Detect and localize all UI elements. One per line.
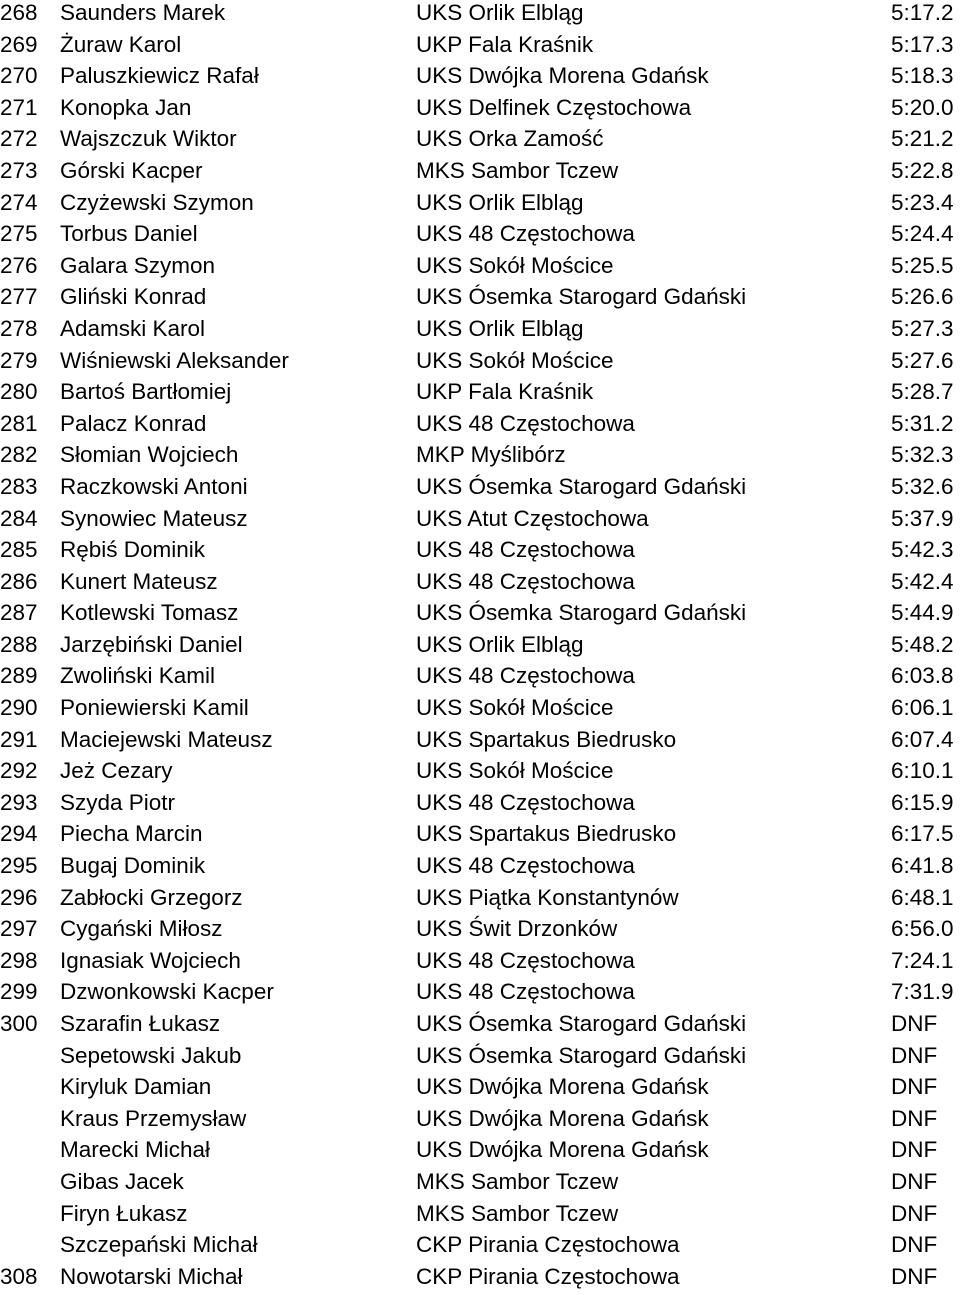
time-cell: 5:26.6 [891,284,954,310]
name-cell: Sepetowski Jakub [60,1042,242,1068]
place-cell: 308 [0,1263,38,1289]
result-row [0,632,960,664]
club-cell: UKS Sokół Mościce [416,252,614,278]
time-cell: 6:07.4 [891,726,954,752]
time-cell: DNF [891,1137,938,1163]
club-cell: UKS Spartakus Biedrusko [416,726,677,752]
result-row [0,600,960,632]
time-cell: DNF [891,1011,938,1036]
time-cell: 5:21.2 [891,126,954,152]
name-cell: Paluszkiewicz Rafał [60,63,259,89]
place-cell: 268 [0,0,38,25]
club-cell: UKS Dwójka Morena Gdańsk [416,1105,709,1131]
place-cell: 277 [0,284,38,310]
name-cell: Jeż Cezary [60,758,173,784]
place-cell: 275 [0,221,38,247]
name-cell: Gliński Konrad [60,284,207,310]
result-row [0,569,960,601]
club-cell: UKS Ósemka Starogard Gdański [416,284,747,310]
place-cell: 298 [0,947,38,973]
result-row [0,537,960,569]
result-row [0,284,960,316]
time-cell: DNF [891,1200,938,1226]
result-row [0,885,960,917]
club-cell: UKS Ósemka Starogard Gdański [416,600,747,626]
time-cell: 5:42.3 [891,537,954,563]
name-cell: Wiśniewski Aleksander [60,347,289,373]
time-cell: 5:28.7 [891,379,954,405]
club-cell: UKS Dwójka Morena Gdańsk [416,63,709,89]
club-cell: UKS Dwójka Morena Gdańsk [416,1074,709,1100]
result-row [0,1043,960,1075]
place-cell: 271 [0,94,38,120]
club-cell: UKS Świt Drzonków [416,916,618,942]
result-row [0,758,960,790]
place-cell: 295 [0,853,38,879]
result-row [0,221,960,253]
result-row [0,1169,960,1201]
time-cell: 6:17.5 [891,821,954,847]
result-row [0,1232,960,1264]
name-cell: Rębiś Dominik [60,537,206,563]
result-row [0,663,960,695]
result-row [0,916,960,948]
result-row [0,506,960,538]
result-row [0,348,960,380]
result-row [0,1074,960,1106]
club-cell: UKS Dwójka Morena Gdańsk [416,1137,709,1163]
time-cell: 6:56.0 [891,916,954,942]
club-cell: UKS Atut Częstochowa [416,505,649,531]
place-cell: 281 [0,410,38,436]
place-cell: 290 [0,695,38,721]
name-cell: Piecha Marcin [60,821,203,847]
place-cell: 269 [0,31,38,57]
place-cell: 279 [0,347,38,373]
name-cell: Kunert Mateusz [60,568,218,594]
time-cell: 6:10.1 [891,758,954,784]
name-cell: Kotlewski Tomasz [60,600,239,626]
time-cell: 7:24.1 [891,947,954,973]
club-cell: CKP Pirania Częstochowa [416,1263,680,1289]
time-cell: 5:27.6 [891,347,954,373]
time-cell: 6:15.9 [891,789,954,815]
time-cell: 5:31.2 [891,410,954,436]
name-cell: Kiryluk Damian [60,1074,212,1100]
result-row [0,790,960,822]
name-cell: Bugaj Dominik [60,853,206,879]
place-cell: 276 [0,252,38,278]
time-cell: 6:48.1 [891,884,954,910]
time-cell: 5:20.0 [891,94,954,120]
place-cell: 282 [0,442,38,468]
result-row [0,821,960,853]
time-cell: 6:06.1 [891,695,954,721]
result-row [0,474,960,506]
name-cell: Bartoś Bartłomiej [60,379,232,405]
club-cell: UKS 48 Częstochowa [416,663,635,689]
time-cell: 5:17.2 [891,0,954,25]
place-cell: 297 [0,916,38,942]
result-row [0,979,960,1011]
result-row [0,379,960,411]
name-cell: Galara Szymon [60,252,216,278]
time-cell: 7:31.9 [891,979,954,1005]
time-cell: 5:25.5 [891,252,954,278]
result-row [0,126,960,158]
place-cell: 278 [0,315,38,341]
time-cell: 6:03.8 [891,663,954,689]
time-cell: DNF [891,1074,938,1100]
place-cell: 274 [0,189,38,215]
name-cell: Cygański Miłosz [60,916,223,942]
name-cell: Nowotarski Michał [60,1263,243,1289]
name-cell: Palacz Konrad [60,410,207,436]
time-cell: 5:42.4 [891,568,954,594]
club-cell: MKS Sambor Tczew [416,157,619,183]
result-row [0,95,960,127]
club-cell: UKS 48 Częstochowa [416,947,635,973]
club-cell: UKS Spartakus Biedrusko [416,821,677,847]
time-cell: DNF [891,1042,938,1068]
result-row [0,1201,960,1233]
club-cell: UKS Orlik Elbląg [416,315,584,341]
club-cell: MKP Myślibórz [416,442,566,468]
time-cell: 5:18.3 [891,63,954,89]
result-row [0,0,960,32]
name-cell: Synowiec Mateusz [60,505,248,531]
time-cell: DNF [891,1263,938,1289]
name-cell: Maciejewski Mateusz [60,726,273,752]
club-cell: UKS Orlik Elbląg [416,631,584,657]
place-cell: 285 [0,537,38,563]
time-cell: 6:41.8 [891,853,954,879]
place-cell: 288 [0,631,38,657]
place-cell: 294 [0,821,38,847]
place-cell: 291 [0,726,38,752]
time-cell: 5:24.4 [891,221,954,247]
time-cell: 5:17.3 [891,31,954,57]
club-cell: UKP Fala Kraśnik [416,31,594,57]
result-row [0,442,960,474]
time-cell: 5:37.9 [891,505,954,531]
result-row [0,190,960,222]
result-row [0,411,960,443]
name-cell: Adamski Karol [60,315,206,341]
result-row [0,948,960,980]
name-cell: Szarafin Łukasz [60,1011,221,1036]
name-cell: Firyn Łukasz [60,1200,188,1226]
name-cell: Raczkowski Antoni [60,473,248,499]
club-cell: UKS Sokół Mościce [416,695,614,721]
place-cell: 280 [0,379,38,405]
name-cell: Ignasiak Wojciech [60,947,241,973]
club-cell: UKS Sokół Mościce [416,758,614,784]
club-cell: UKS 48 Częstochowa [416,853,635,879]
time-cell: DNF [891,1232,938,1258]
result-row [0,1011,960,1043]
time-cell: 5:44.9 [891,600,954,626]
club-cell: MKS Sambor Tczew [416,1200,619,1226]
club-cell: UKS 48 Częstochowa [416,789,635,815]
result-row [0,63,960,95]
club-cell: MKS Sambor Tczew [416,1168,619,1194]
club-cell: UKS Ósemka Starogard Gdański [416,473,747,499]
club-cell: UKS Orlik Elbląg [416,189,584,215]
name-cell: Jarzębiński Daniel [60,631,243,657]
place-cell: 289 [0,663,38,689]
name-cell: Górski Kacper [60,157,203,183]
time-cell: 5:32.6 [891,473,954,499]
club-cell: UKS 48 Częstochowa [416,410,635,436]
name-cell: Saunders Marek [60,0,226,25]
name-cell: Zabłocki Grzegorz [60,884,243,910]
name-cell: Torbus Daniel [60,221,198,247]
place-cell: 293 [0,789,38,815]
name-cell: Poniewierski Kamil [60,695,249,721]
club-cell: UKS 48 Częstochowa [416,221,635,247]
place-cell: 272 [0,126,38,152]
result-row [0,727,960,759]
name-cell: Czyżewski Szymon [60,189,254,215]
result-row [0,316,960,348]
result-row [0,695,960,727]
club-cell: UKS 48 Częstochowa [416,979,635,1005]
club-cell: UKS Ósemka Starogard Gdański [416,1042,747,1068]
result-row [0,32,960,64]
place-cell: 287 [0,600,38,626]
club-cell: UKS Delfinek Częstochowa [416,94,692,120]
result-row [0,1264,960,1295]
place-cell: 296 [0,884,38,910]
time-cell: DNF [891,1168,938,1194]
name-cell: Wajszczuk Wiktor [60,126,237,152]
club-cell: UKS 48 Częstochowa [416,537,635,563]
name-cell: Żuraw Karol [60,31,182,57]
place-cell: 292 [0,758,38,784]
name-cell: Zwoliński Kamil [60,663,216,689]
result-row [0,1137,960,1169]
place-cell: 286 [0,568,38,594]
name-cell: Konopka Jan [60,94,192,120]
name-cell: Szczepański Michał [60,1232,258,1258]
club-cell: UKS Orlik Elbląg [416,0,584,25]
club-cell: UKS Ósemka Starogard Gdański [416,1011,747,1036]
club-cell: UKP Fala Kraśnik [416,379,594,405]
club-cell: UKS 48 Częstochowa [416,568,635,594]
time-cell: 5:32.3 [891,442,954,468]
result-row [0,853,960,885]
name-cell: Marecki Michał [60,1137,211,1163]
club-cell: UKS Sokół Mościce [416,347,614,373]
name-cell: Słomian Wojciech [60,442,239,468]
time-cell: 5:22.8 [891,157,954,183]
time-cell: 5:48.2 [891,631,954,657]
place-cell: 299 [0,979,38,1005]
result-row [0,1106,960,1138]
result-row [0,253,960,285]
place-cell: 273 [0,157,38,183]
club-cell: CKP Pirania Częstochowa [416,1232,680,1258]
place-cell: 284 [0,505,38,531]
name-cell: Szyda Piotr [60,789,176,815]
club-cell: UKS Orka Zamość [416,126,604,152]
time-cell: DNF [891,1105,938,1131]
time-cell: 5:23.4 [891,189,954,215]
place-cell: 270 [0,63,38,89]
result-row [0,158,960,190]
name-cell: Gibas Jacek [60,1168,184,1194]
club-cell: UKS Piątka Konstantynów [416,884,679,910]
place-cell: 283 [0,473,38,499]
name-cell: Dzwonkowski Kacper [60,979,274,1005]
name-cell: Kraus Przemysław [60,1105,247,1131]
time-cell: 5:27.3 [891,315,954,341]
place-cell: 300 [0,1011,38,1036]
